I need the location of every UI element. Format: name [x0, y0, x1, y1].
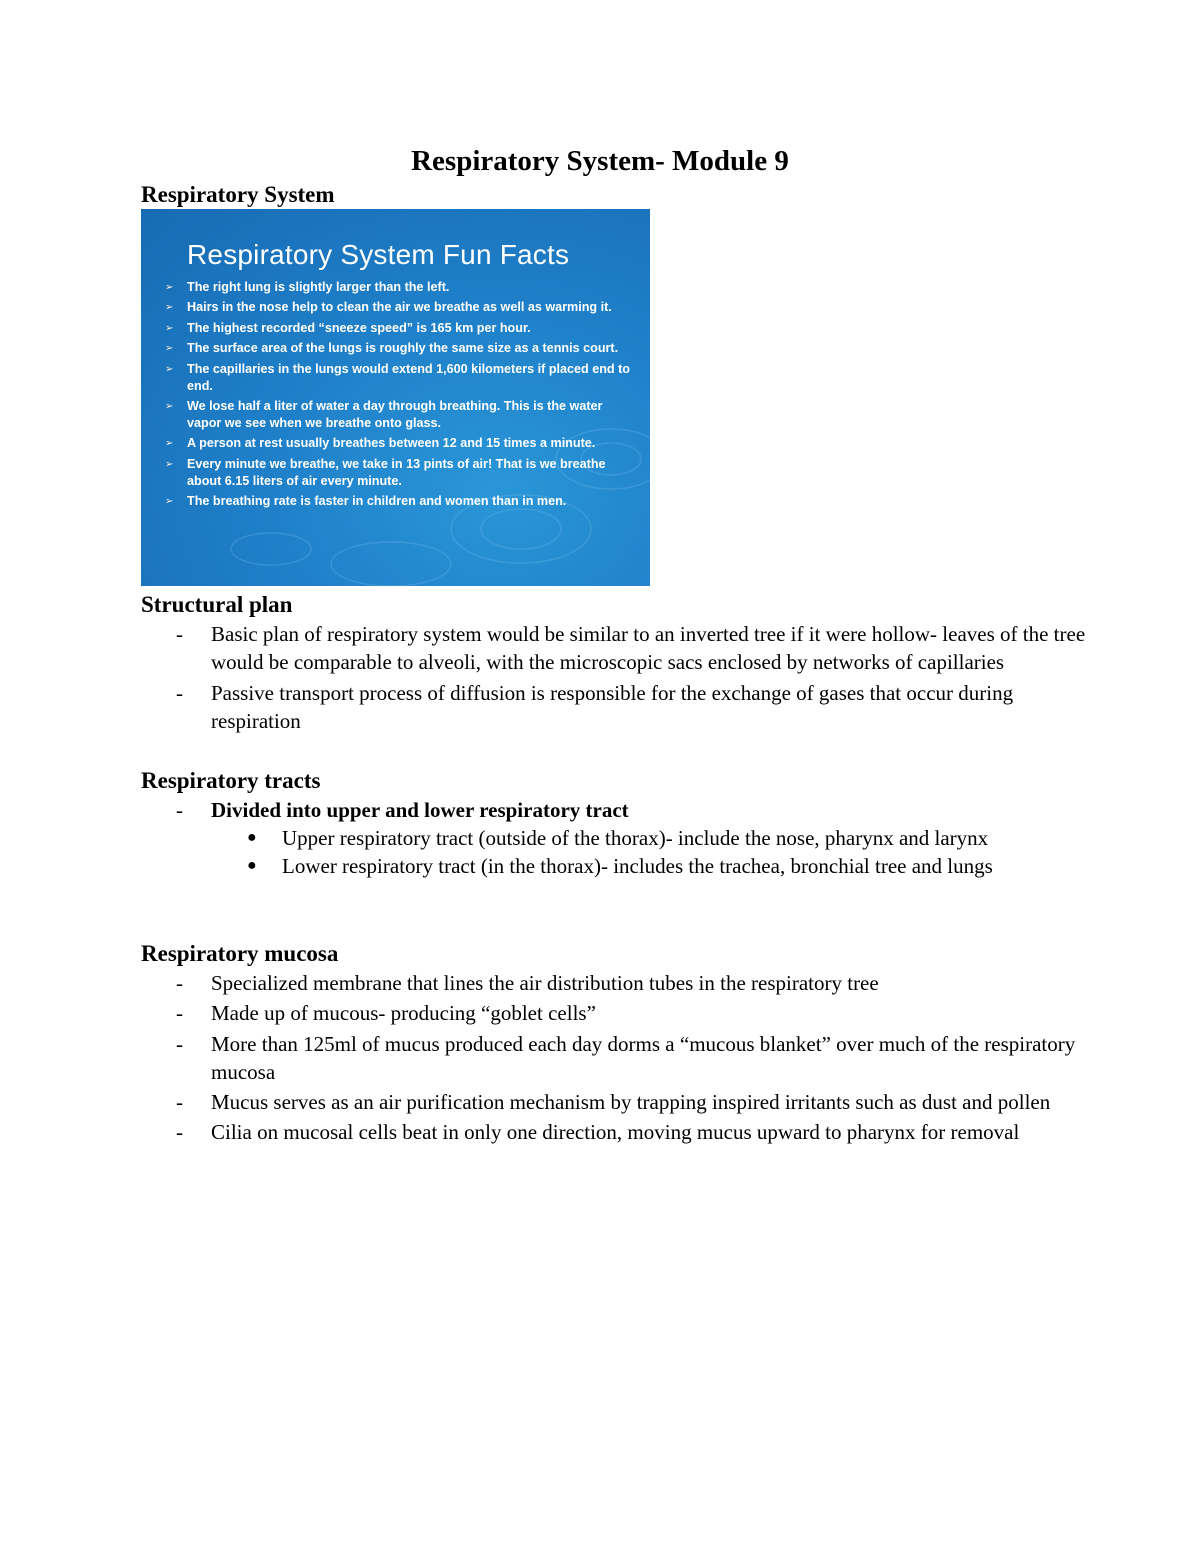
structural-plan-heading: Structural plan	[141, 592, 293, 617]
respiratory-tracts-list	[141, 796, 1091, 880]
respiratory-tracts-sublist	[211, 824, 1091, 880]
dash-bullet: -	[176, 622, 183, 646]
intro-heading: Respiratory System	[141, 182, 335, 207]
structural-plan-list	[141, 620, 1091, 735]
fun-fact-item: ➢ The capillaries in the lungs would extend 1,600 kilometers if placed end to end.	[165, 361, 630, 393]
arrow-bullet-icon: ➢	[165, 458, 174, 470]
dot-bullet-icon: ●	[247, 857, 257, 875]
list-item: - More than 125ml of mucus produced each day dorms a “mucous blanket” over much of the respiratory mucosa	[176, 1031, 1076, 1084]
fun-facts-list	[164, 279, 634, 514]
dash-bullet: -	[176, 1001, 183, 1026]
page-title: Respiratory System- Module 9	[411, 145, 789, 177]
fun-fact-item: ➢ The right lung is slightly larger than the left.	[165, 280, 450, 294]
list-item: - Passive transport process of diffusion is responsible for the exchange of gases that occur during respiration	[176, 680, 1014, 733]
fun-fact-item: ➢ The surface area of the lungs is roughly the same size as a tennis court.	[165, 341, 619, 356]
dash-bullet: -	[176, 680, 183, 705]
arrow-bullet-icon: ➢	[165, 302, 174, 314]
arrow-bullet-icon: ➢	[165, 400, 174, 412]
slide-title: Respiratory System Fun Facts	[187, 239, 570, 270]
arrow-bullet-icon: ➢	[165, 363, 174, 375]
respiratory-mucosa-heading: Respiratory mucosa	[141, 941, 339, 966]
list-item: - Made up of mucous- producing “goblet cells”	[141, 999, 1091, 1027]
arrow-bullet-icon: ➢	[165, 343, 174, 355]
list-item: - Divided into upper and lower respiratory tract ● Upper respiratory tract (outside of the thorax)- include the nose, pharynx and larynx ● Lower respiratory tract (in the thorax)- includes the trachea, bronchial tree and lungs	[141, 796, 1091, 880]
sub-list-item: ● Upper respiratory tract (outside of the thorax)- include the nose, pharynx and larynx	[247, 826, 989, 851]
fun-fact-item: ➢ A person at rest usually breathes between 12 and 15 times a minute.	[165, 436, 596, 451]
fun-fact-item: ➢ Every minute we breathe, we take in 13 pints of air! That is we breathe about 6.15 liters of air every minute.	[165, 456, 606, 488]
fun-facts-slide-image	[141, 209, 650, 586]
arrow-bullet-icon: ➢	[165, 322, 174, 334]
fun-fact-item: ➢ Hairs in the nose help to clean the air we breathe as well as warming it.	[165, 300, 612, 315]
dot-bullet-icon: ●	[247, 829, 257, 847]
respiratory-mucosa-section	[141, 939, 1091, 1149]
list-item: - Mucus serves as an air purification mechanism by trapping inspired irritants such as dust and pollen	[141, 1088, 1091, 1116]
dash-bullet: -	[176, 971, 183, 995]
list-item: - Cilia on mucosal cells beat in only one direction, moving mucus upward to pharynx for removal	[141, 1118, 1091, 1146]
respiratory-mucosa-list	[141, 969, 1091, 1147]
respiratory-tracts-heading: Respiratory tracts	[141, 768, 321, 793]
sub-list-item: ● Lower respiratory tract (in the thorax)- includes the trachea, bronchial tree and lungs	[247, 854, 993, 879]
fun-fact-item: ➢ The highest recorded “sneeze speed” is 165 km per hour.	[165, 320, 531, 335]
dash-bullet: -	[176, 1090, 183, 1115]
dash-bullet: -	[176, 1120, 183, 1145]
fun-fact-item: ➢ The breathing rate is faster in children and women than in men.	[165, 494, 567, 509]
list-item: - Specialized membrane that lines the air distribution tubes in the respiratory tree	[141, 969, 1091, 997]
arrow-bullet-icon: ➢	[165, 438, 174, 450]
list-item: - Basic plan of respiratory system would be similar to an inverted tree if it were hollow- leaves of the tree would be comparable to alveoli, with the microscopic sacs enclosed by networks of capillaries	[176, 622, 1086, 675]
structural-plan-section	[141, 590, 1091, 737]
dash-bullet: -	[176, 798, 183, 822]
fun-fact-item: ➢ We lose half a liter of water a day through breathing. This is the water vapor we see when we breathe onto glass.	[165, 398, 603, 430]
respiratory-tracts-section	[141, 766, 1091, 882]
arrow-bullet-icon: ➢	[165, 282, 174, 293]
arrow-bullet-icon: ➢	[165, 496, 174, 508]
dash-bullet: -	[176, 1031, 183, 1056]
